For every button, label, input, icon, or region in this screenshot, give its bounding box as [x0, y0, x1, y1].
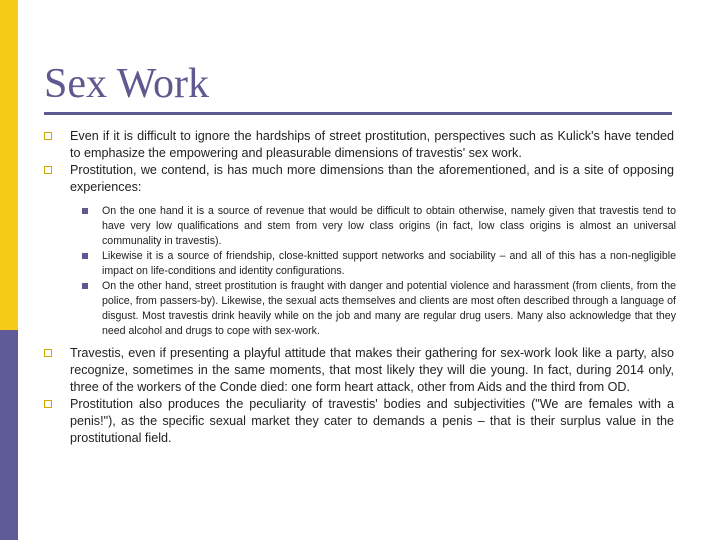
slide-title: Sex Work	[44, 61, 210, 107]
bullet-item	[44, 128, 674, 162]
bullet-item	[44, 345, 674, 396]
bullet-text: Even if it is difficult to ignore the hardships of street prostitution, perspectives such as Kulick's have tended to emphasize the empowering and pleasurable dimensions of travestis' sex work.	[70, 129, 674, 160]
square-bullet-icon	[44, 349, 52, 357]
accent-bar-purple	[0, 330, 18, 540]
square-bullet-icon	[44, 400, 52, 408]
bullet-text: Prostitution also produces the peculiarity of travestis' bodies and subjectivities ("We are females with a penis!"), as the specific sexual market they cater to demands a penis – that is their surplus value in the prostitutional field.	[70, 397, 674, 445]
sub-bullet-list	[102, 204, 676, 339]
sub-bullet-text: Likewise it is a source of friendship, close-knitted support networks and sociability – and all of this has a non-negligible impact on life-conditions and identity configurations.	[102, 250, 676, 277]
sub-bullet-item	[102, 279, 676, 339]
bullet-text: Prostitution, we contend, is has much more dimensions than the aforementioned, and is a site of opposing experiences:	[70, 163, 674, 194]
accent-bar-yellow	[0, 0, 18, 330]
square-bullet-icon	[44, 132, 52, 140]
square-bullet-icon	[82, 253, 88, 259]
sub-bullet-item	[102, 204, 676, 249]
bullet-text: Travestis, even if presenting a playful attitude that makes their gathering for sex-work look like a party, also recognize, sometimes in the same moments, that most likely they will die young. In fact, during 2014 only, three of the workers of the Conde died: one form heart attack, other from Aids and the third from OD.	[70, 346, 674, 394]
slide-body	[44, 128, 674, 447]
title-underline	[44, 112, 672, 115]
bullet-item	[44, 396, 674, 447]
bullet-item	[44, 162, 674, 196]
square-bullet-icon	[82, 283, 88, 289]
square-bullet-icon	[82, 208, 88, 214]
sub-bullet-text: On the one hand it is a source of revenue that would be difficult to obtain otherwise, namely given that travestis tend to have very low qualifications and stem from very low class origins (in fact, low class origins is almost an universal communality in travestis).	[102, 205, 676, 247]
sub-bullet-text: On the other hand, street prostitution is fraught with danger and potential violence and harassment (from clients, from the police, from passers-by). Likewise, the sexual acts themselves and clients are most often described through a language of disgust. Most travestis drink heavily while on the job and many are regular drug users. Many also acknowledge that they need alcohol and drugs to cope with sex-work.	[102, 280, 676, 337]
square-bullet-icon	[44, 166, 52, 174]
sub-bullet-item	[102, 249, 676, 279]
